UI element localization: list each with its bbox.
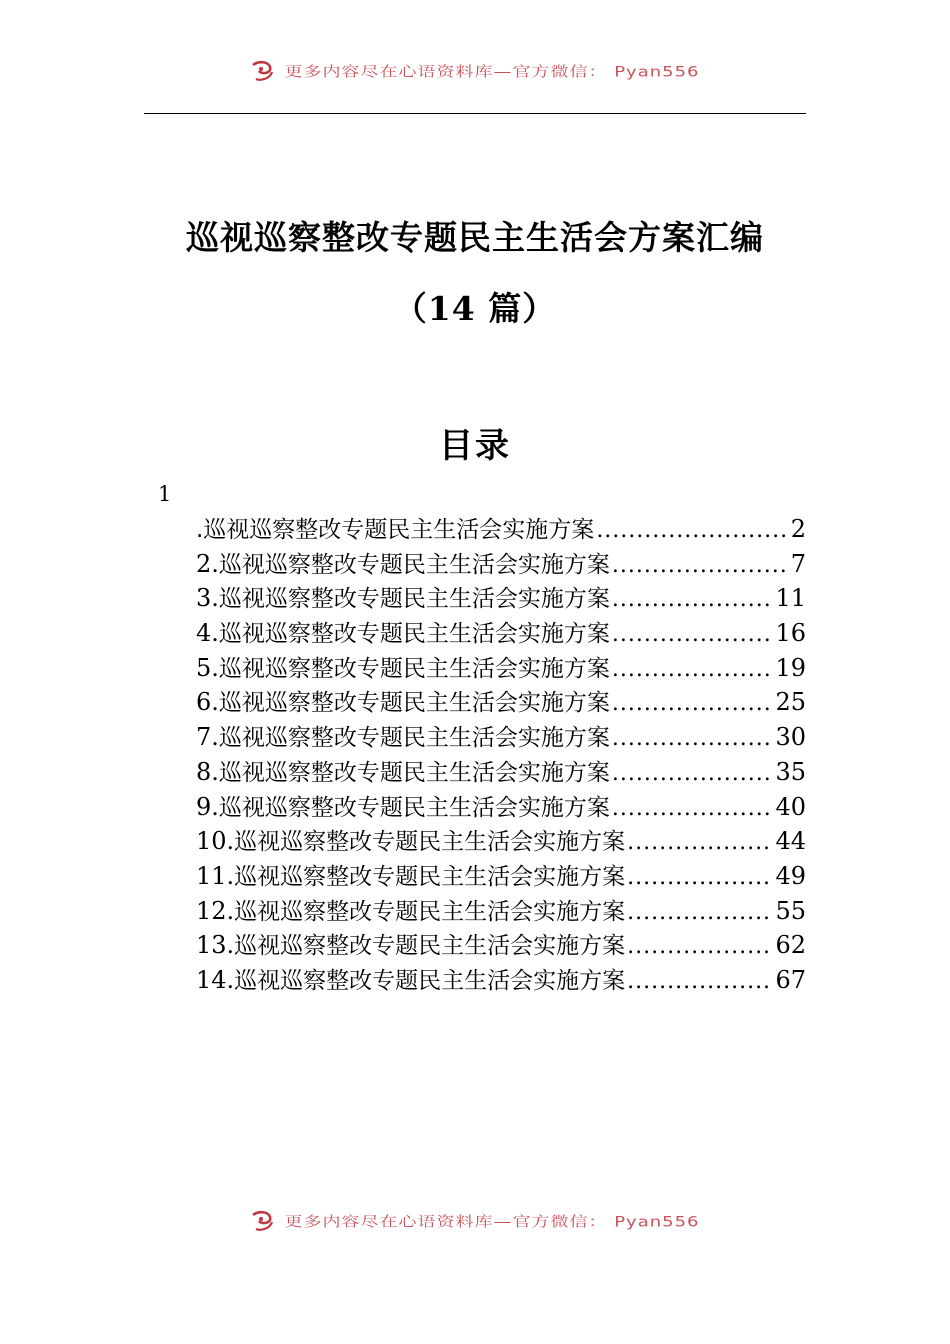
footer-banner-text: 更多内容尽在心语资料库—官方微信： Pyan556 <box>284 1213 700 1231</box>
toc-item[interactable] <box>196 720 806 755</box>
toc-item-number: 2. <box>196 549 219 578</box>
header-rule <box>144 113 806 114</box>
toc-item-label: 巡视巡察整改专题民主生活会实施方案 <box>218 794 610 821</box>
toc-item-number: 11. <box>196 861 235 890</box>
toc-leader-dots <box>612 618 774 653</box>
toc-leader-dots <box>612 792 774 827</box>
toc-item[interactable] <box>196 859 806 894</box>
toc-leader-dots <box>612 722 774 757</box>
toc-item-number: 5. <box>196 653 219 682</box>
toc-leader-dots <box>612 687 774 722</box>
toc-item-page: 30 <box>775 723 806 752</box>
toc-leader-dots <box>612 583 774 618</box>
toc-item-label: 巡视巡察整改专题民主生活会实施方案 <box>218 759 610 786</box>
toc-leader-dots <box>627 930 773 965</box>
toc-item-number: 4. <box>196 619 219 648</box>
toc-item-number: 7. <box>196 723 219 752</box>
toc-leader-dots <box>627 896 773 931</box>
toc-item[interactable] <box>196 581 806 616</box>
toc-item[interactable] <box>196 512 806 547</box>
toc-item-label: 巡视巡察整改专题民主生活会实施方案 <box>234 829 626 856</box>
toc-item-page: 19 <box>775 653 806 682</box>
toc-item-page: 44 <box>775 827 806 856</box>
document-subtitle: （14 篇） <box>393 289 557 328</box>
toc-item-page: 62 <box>775 931 806 960</box>
toc-item-label: 巡视巡察整改专题民主生活会实施方案 <box>234 898 626 925</box>
toc-list <box>196 512 806 998</box>
footer-banner <box>0 1206 950 1236</box>
toc-item-page: 16 <box>775 619 806 648</box>
toc-item-number: 6. <box>196 688 219 717</box>
toc-item[interactable] <box>196 790 806 825</box>
toc-item-page: 55 <box>775 896 806 925</box>
toc-item-label: 巡视巡察整改专题民主生活会实施方案 <box>234 967 626 994</box>
toc-leader-dots <box>612 549 789 584</box>
toc-item-number: 14. <box>196 965 235 994</box>
toc-item-number: 12. <box>196 896 235 925</box>
toc-item[interactable] <box>196 616 806 651</box>
toc-item-number: 13. <box>196 931 235 960</box>
toc-item[interactable] <box>196 547 806 582</box>
toc-item[interactable] <box>196 928 806 963</box>
toc-item[interactable] <box>196 685 806 720</box>
swirl-logo-icon <box>250 59 276 83</box>
toc-item-label: 巡视巡察整改专题民主生活会实施方案 <box>218 551 610 578</box>
stray-list-number: 1 <box>158 482 172 506</box>
toc-leader-dots <box>612 653 774 688</box>
toc-item[interactable] <box>196 651 806 686</box>
toc-item-label: 巡视巡察整改专题民主生活会实施方案 <box>218 621 610 648</box>
toc-item-page: 40 <box>775 792 806 821</box>
toc-item-number: 8. <box>196 757 219 786</box>
toc-item-page: 2 <box>790 515 806 543</box>
toc-item-label: 巡视巡察整改专题民主生活会实施方案 <box>234 933 626 960</box>
toc-leader-dots <box>627 965 773 1000</box>
toc-item[interactable] <box>196 894 806 929</box>
header-banner <box>0 56 950 86</box>
toc-item-page: 49 <box>775 861 806 890</box>
toc-item-number: 3. <box>196 584 219 613</box>
toc-leader-dots <box>627 826 773 861</box>
toc-item-page: 25 <box>775 688 806 717</box>
header-banner-text: 更多内容尽在心语资料库—官方微信： Pyan556 <box>284 63 700 81</box>
toc-item-page: 35 <box>775 757 806 786</box>
toc-item-number: 10. <box>196 827 235 856</box>
toc-item-label: 巡视巡察整改专题民主生活会实施方案 <box>218 655 610 682</box>
toc-item-page: 67 <box>775 965 806 994</box>
document-title: 巡视巡察整改专题民主生活会方案汇编 <box>186 218 764 257</box>
toc-item-page: 11 <box>775 584 806 613</box>
toc-leader-dots <box>596 514 788 549</box>
swirl-logo-icon <box>250 1209 276 1233</box>
toc-leader-dots <box>627 861 773 896</box>
toc-item[interactable] <box>196 963 806 998</box>
toc-item[interactable] <box>196 755 806 790</box>
toc-item-number: 9. <box>196 792 219 821</box>
toc-item-label: 巡视巡察整改专题民主生活会实施方案 <box>218 586 610 613</box>
toc-item-label: 巡视巡察整改专题民主生活会实施方案 <box>234 863 626 890</box>
toc-item-label: 巡视巡察整改专题民主生活会实施方案 <box>218 725 610 752</box>
toc-heading: 目录 <box>439 426 511 466</box>
toc-item[interactable] <box>196 824 806 859</box>
toc-item-page: 7 <box>790 549 806 578</box>
toc-leader-dots <box>612 757 774 792</box>
toc-item-label: .巡视巡察整改专题民主生活会实施方案 <box>196 517 595 543</box>
toc-item-label: 巡视巡察整改专题民主生活会实施方案 <box>218 690 610 717</box>
